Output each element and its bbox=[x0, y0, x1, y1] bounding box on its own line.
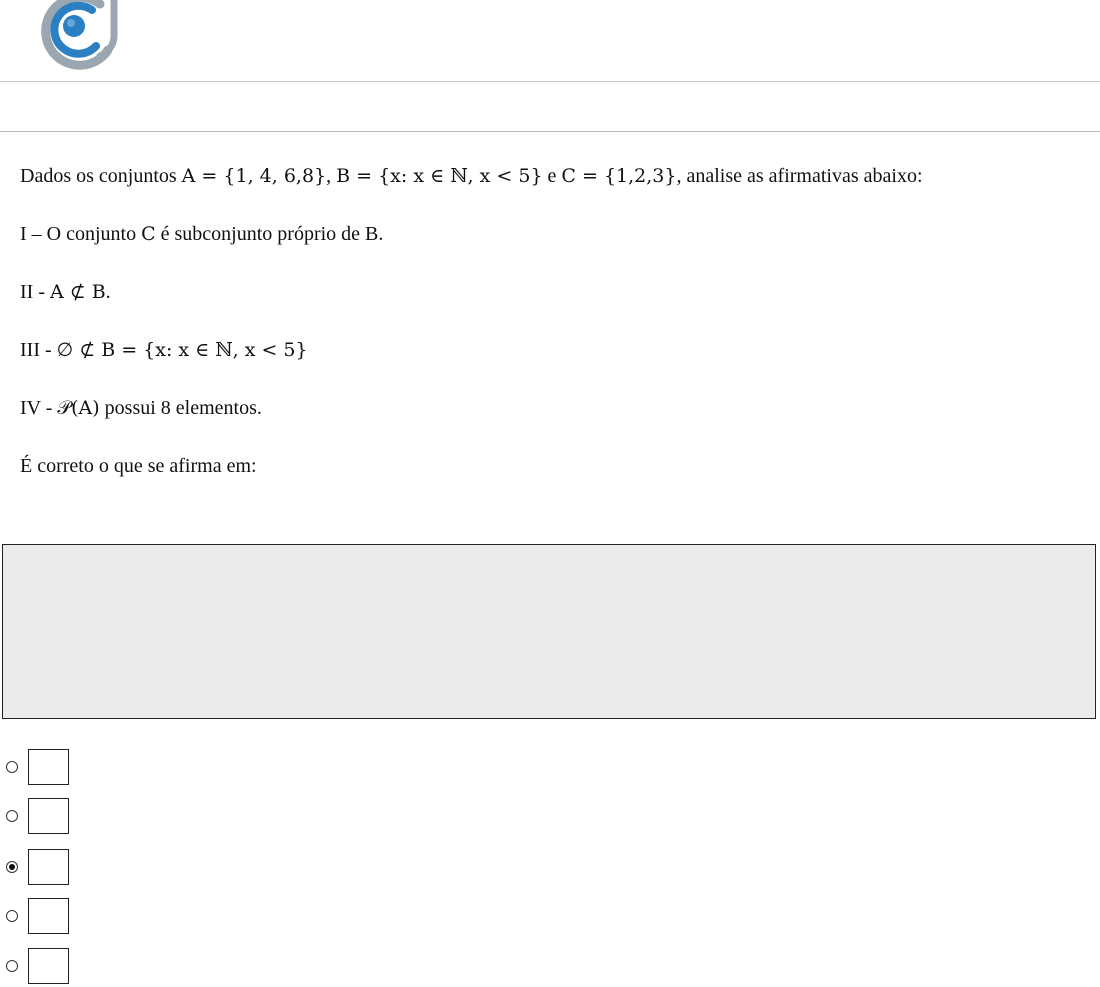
option-a-radio[interactable] bbox=[6, 761, 18, 773]
statement-1: I – O conjunto C é subconjunto próprio de B. bbox=[20, 223, 384, 245]
option-c[interactable] bbox=[6, 849, 86, 887]
institution-logo-icon bbox=[30, 0, 126, 74]
option-c-radio[interactable] bbox=[6, 861, 18, 873]
option-d-radio[interactable] bbox=[6, 910, 18, 922]
header-bar bbox=[0, 0, 1100, 82]
option-a-box[interactable] bbox=[28, 749, 69, 785]
statement-2: II - A ⊄ B. bbox=[20, 281, 111, 303]
option-d-box[interactable] bbox=[28, 898, 69, 934]
statement-3: III - ∅ ⊄ B = {x: x ∈ ℕ, x < 5} bbox=[20, 339, 308, 361]
option-e-radio[interactable] bbox=[6, 960, 18, 972]
question-intro: Dados os conjuntos A = {1, 4, 6,8}, B = {x: x ∈ ℕ, x < 5} e C = {1,2,3}, analise as afirmativas abaixo: bbox=[20, 165, 923, 187]
option-a[interactable] bbox=[6, 749, 86, 787]
option-e[interactable] bbox=[6, 948, 86, 986]
set-c-expression: C = {1,2,3} bbox=[561, 165, 677, 187]
option-b-radio[interactable] bbox=[6, 810, 18, 822]
option-b[interactable] bbox=[6, 798, 86, 836]
option-e-box[interactable] bbox=[28, 948, 69, 984]
option-d[interactable] bbox=[6, 898, 86, 936]
statement-4: IV - 𝒫(A) possui 8 elementos. bbox=[20, 397, 262, 419]
question-text bbox=[20, 164, 1080, 512]
section-divider bbox=[0, 131, 1100, 132]
question-prompt: É correto o que se afirma em: bbox=[20, 455, 257, 477]
set-b-expression: B = {x: x ∈ ℕ, x < 5} bbox=[336, 165, 543, 187]
answer-display-box bbox=[2, 544, 1096, 719]
option-b-box[interactable] bbox=[28, 798, 69, 834]
option-c-box[interactable] bbox=[28, 849, 69, 885]
set-a-expression: A = {1, 4, 6,8} bbox=[181, 165, 327, 187]
